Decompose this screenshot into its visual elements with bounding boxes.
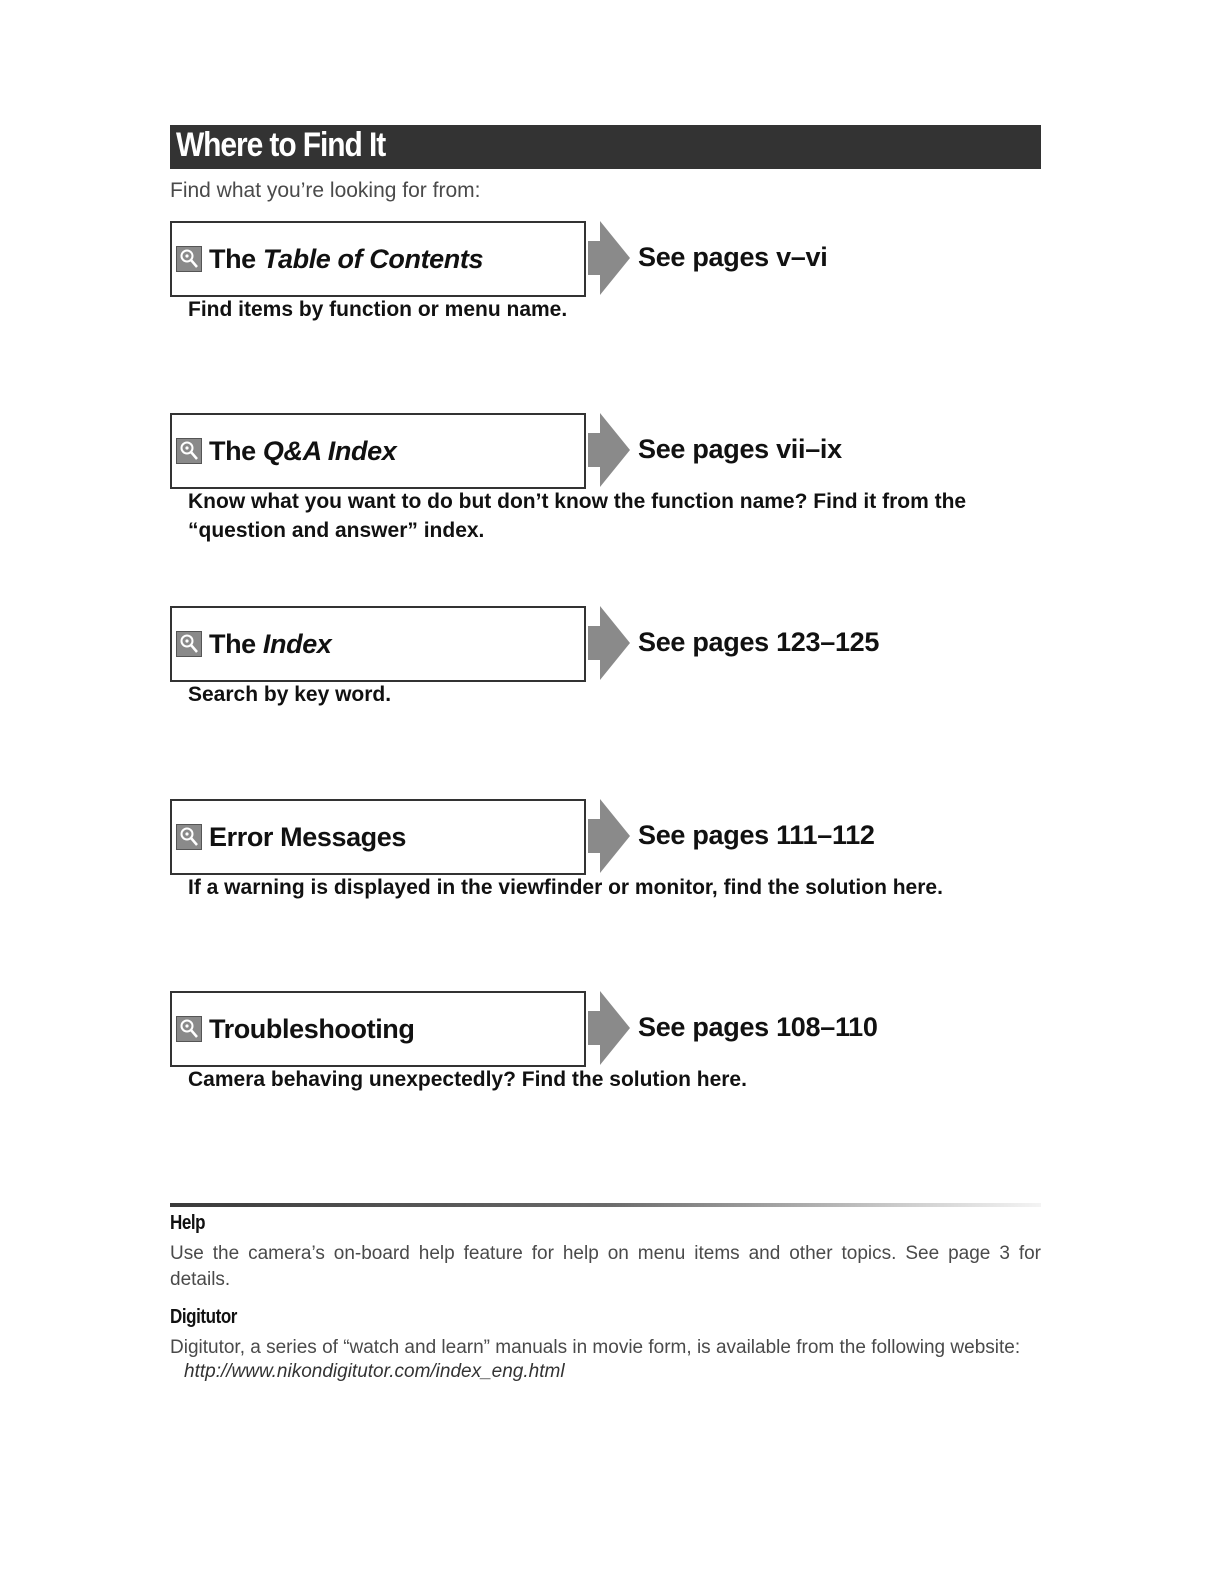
entry-description: Find items by function or menu name. — [188, 298, 568, 321]
magnifier-icon — [176, 824, 202, 850]
entry-title: The Q&A Index — [209, 435, 397, 466]
arrow-right-icon — [588, 413, 630, 487]
entry-troubleshooting — [170, 991, 1050, 1141]
entry-box[interactable] — [170, 221, 586, 297]
arrow-right-icon — [588, 991, 630, 1065]
intro-text: Find what you’re looking for from: — [170, 179, 481, 202]
magnifier-icon — [176, 1016, 202, 1042]
entry-table-of-contents — [170, 221, 1050, 371]
magnifier-icon — [176, 246, 202, 272]
help-heading: Help — [170, 1212, 206, 1234]
digitutor-heading: Digitutor — [170, 1306, 237, 1328]
page-reference[interactable]: See pages 108–110 — [638, 1012, 878, 1042]
section-divider — [170, 1203, 1041, 1207]
entry-title: Error Messages — [209, 821, 407, 852]
entry-index — [170, 606, 1050, 756]
entry-title: Troubleshooting — [209, 1013, 415, 1044]
digitutor-body: Digitutor, a series of “watch and learn” manuals in movie form, is available from the following website: — [170, 1337, 1021, 1358]
arrow-right-icon — [588, 221, 630, 295]
page-title: Where to Find It — [176, 126, 386, 164]
entry-qa-index — [170, 413, 1050, 563]
help-body: Use the camera’s on-board help feature for help on menu items and other topics. See page 3 for details. — [170, 1243, 1041, 1290]
entry-title: The Table of Contents — [209, 243, 484, 274]
entry-box[interactable] — [170, 799, 586, 875]
entry-description: Know what you want to do but don’t know the function name? Find it from the “question and answer” index. — [188, 490, 967, 542]
entry-error-messages — [170, 799, 1050, 949]
entry-description: Camera behaving unexpectedly? Find the solution here. — [188, 1068, 747, 1091]
entry-box[interactable] — [170, 606, 586, 682]
entry-title: The Index — [209, 628, 332, 659]
arrow-right-icon — [588, 799, 630, 873]
page-reference[interactable]: See pages 123–125 — [638, 627, 880, 657]
page-reference[interactable]: See pages vii–ix — [638, 434, 842, 464]
entry-box[interactable] — [170, 991, 586, 1067]
page-reference[interactable]: See pages 111–112 — [638, 820, 875, 850]
magnifier-icon — [176, 631, 202, 657]
page-reference[interactable]: See pages v–vi — [638, 242, 828, 272]
digitutor-link[interactable]: http://www.nikondigitutor.com/index_eng.html — [184, 1361, 565, 1382]
arrow-right-icon — [588, 606, 630, 680]
entry-description: If a warning is displayed in the viewfinder or monitor, find the solution here. — [188, 876, 943, 899]
entry-box[interactable] — [170, 413, 586, 489]
magnifier-icon — [176, 438, 202, 464]
entry-description: Search by key word. — [188, 683, 392, 706]
page-header — [170, 125, 1041, 169]
